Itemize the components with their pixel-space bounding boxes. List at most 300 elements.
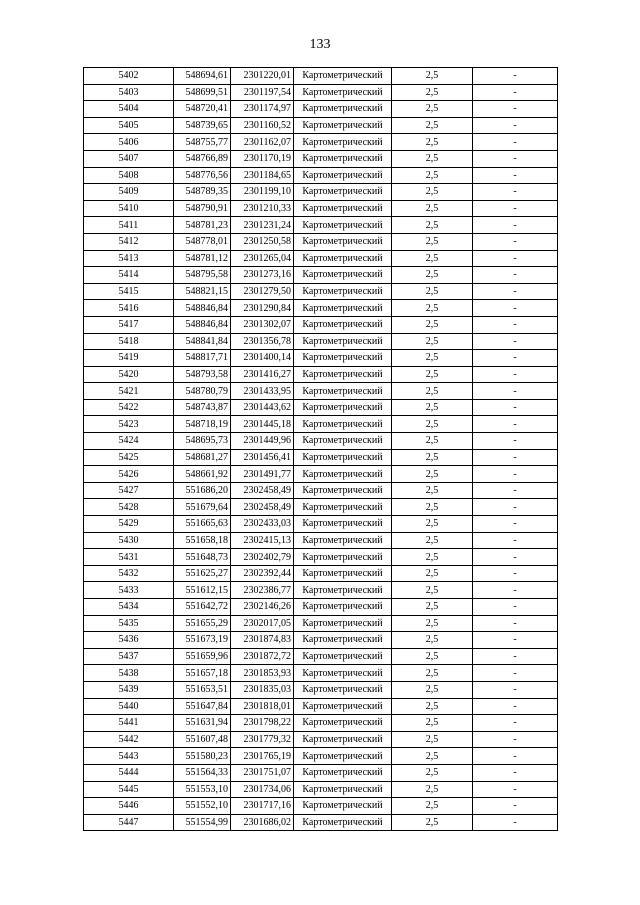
accuracy-cell: 2,5 bbox=[392, 101, 473, 118]
x-coordinate-cell: 548789,35 bbox=[174, 184, 231, 201]
y-coordinate-cell: 2302392,44 bbox=[231, 565, 294, 582]
point-number-cell: 5432 bbox=[84, 565, 174, 582]
note-cell: - bbox=[473, 433, 558, 450]
point-number-cell: 5442 bbox=[84, 731, 174, 748]
method-cell: Картометрический bbox=[294, 648, 392, 665]
x-coordinate-cell: 548817,71 bbox=[174, 350, 231, 367]
method-cell: Картометрический bbox=[294, 250, 392, 267]
x-coordinate-cell: 551552,10 bbox=[174, 798, 231, 815]
y-coordinate-cell: 2301456,41 bbox=[231, 449, 294, 466]
table-row bbox=[84, 482, 558, 499]
y-coordinate-cell: 2301265,04 bbox=[231, 250, 294, 267]
method-cell: Картометрический bbox=[294, 399, 392, 416]
y-coordinate-cell: 2301356,78 bbox=[231, 333, 294, 350]
table-row bbox=[84, 516, 558, 533]
point-number-cell: 5411 bbox=[84, 217, 174, 234]
y-coordinate-cell: 2301210,33 bbox=[231, 200, 294, 217]
x-coordinate-cell: 551657,18 bbox=[174, 665, 231, 682]
method-cell: Картометрический bbox=[294, 565, 392, 582]
table-row bbox=[84, 549, 558, 566]
method-cell: Картометрический bbox=[294, 665, 392, 682]
y-coordinate-cell: 2301717,16 bbox=[231, 798, 294, 815]
method-cell: Картометрический bbox=[294, 781, 392, 798]
x-coordinate-cell: 548661,92 bbox=[174, 466, 231, 483]
point-number-cell: 5435 bbox=[84, 615, 174, 632]
table-row bbox=[84, 681, 558, 698]
point-number-cell: 5406 bbox=[84, 134, 174, 151]
y-coordinate-cell: 2302433,03 bbox=[231, 516, 294, 533]
method-cell: Картометрический bbox=[294, 267, 392, 284]
table-row bbox=[84, 167, 558, 184]
method-cell: Картометрический bbox=[294, 300, 392, 317]
point-number-cell: 5405 bbox=[84, 117, 174, 134]
y-coordinate-cell: 2301818,01 bbox=[231, 698, 294, 715]
x-coordinate-cell: 551625,27 bbox=[174, 565, 231, 582]
table-row bbox=[84, 433, 558, 450]
note-cell: - bbox=[473, 665, 558, 682]
y-coordinate-cell: 2302415,13 bbox=[231, 532, 294, 549]
table-row bbox=[84, 134, 558, 151]
method-cell: Картометрический bbox=[294, 433, 392, 450]
point-number-cell: 5409 bbox=[84, 184, 174, 201]
accuracy-cell: 2,5 bbox=[392, 681, 473, 698]
y-coordinate-cell: 2301250,58 bbox=[231, 233, 294, 250]
note-cell: - bbox=[473, 516, 558, 533]
x-coordinate-cell: 551553,10 bbox=[174, 781, 231, 798]
accuracy-cell: 2,5 bbox=[392, 764, 473, 781]
note-cell: - bbox=[473, 565, 558, 582]
accuracy-cell: 2,5 bbox=[392, 184, 473, 201]
point-number-cell: 5429 bbox=[84, 516, 174, 533]
x-coordinate-cell: 551554,99 bbox=[174, 814, 231, 831]
x-coordinate-cell: 548778,01 bbox=[174, 233, 231, 250]
note-cell: - bbox=[473, 316, 558, 333]
x-coordinate-cell: 548790,91 bbox=[174, 200, 231, 217]
y-coordinate-cell: 2301273,16 bbox=[231, 267, 294, 284]
x-coordinate-cell: 548743,87 bbox=[174, 399, 231, 416]
table-row bbox=[84, 250, 558, 267]
table-row bbox=[84, 316, 558, 333]
method-cell: Картометрический bbox=[294, 814, 392, 831]
y-coordinate-cell: 2301491,77 bbox=[231, 466, 294, 483]
y-coordinate-cell: 2301449,96 bbox=[231, 433, 294, 450]
method-cell: Картометрический bbox=[294, 532, 392, 549]
x-coordinate-cell: 551659,96 bbox=[174, 648, 231, 665]
y-coordinate-cell: 2301231,24 bbox=[231, 217, 294, 234]
y-coordinate-cell: 2302458,49 bbox=[231, 482, 294, 499]
accuracy-cell: 2,5 bbox=[392, 416, 473, 433]
point-number-cell: 5412 bbox=[84, 233, 174, 250]
note-cell: - bbox=[473, 748, 558, 765]
table-row bbox=[84, 117, 558, 134]
coordinates-table bbox=[83, 67, 558, 831]
point-number-cell: 5443 bbox=[84, 748, 174, 765]
table-row bbox=[84, 499, 558, 516]
note-cell: - bbox=[473, 101, 558, 118]
y-coordinate-cell: 2301835,03 bbox=[231, 681, 294, 698]
table-row bbox=[84, 283, 558, 300]
x-coordinate-cell: 551631,94 bbox=[174, 715, 231, 732]
table-row bbox=[84, 184, 558, 201]
y-coordinate-cell: 2301779,32 bbox=[231, 731, 294, 748]
method-cell: Картометрический bbox=[294, 748, 392, 765]
point-number-cell: 5420 bbox=[84, 366, 174, 383]
accuracy-cell: 2,5 bbox=[392, 499, 473, 516]
accuracy-cell: 2,5 bbox=[392, 565, 473, 582]
table-row bbox=[84, 200, 558, 217]
accuracy-cell: 2,5 bbox=[392, 68, 473, 85]
note-cell: - bbox=[473, 764, 558, 781]
point-number-cell: 5437 bbox=[84, 648, 174, 665]
note-cell: - bbox=[473, 117, 558, 134]
method-cell: Картометрический bbox=[294, 233, 392, 250]
note-cell: - bbox=[473, 150, 558, 167]
x-coordinate-cell: 551607,48 bbox=[174, 731, 231, 748]
y-coordinate-cell: 2301400,14 bbox=[231, 350, 294, 367]
accuracy-cell: 2,5 bbox=[392, 134, 473, 151]
accuracy-cell: 2,5 bbox=[392, 267, 473, 284]
point-number-cell: 5419 bbox=[84, 350, 174, 367]
note-cell: - bbox=[473, 184, 558, 201]
accuracy-cell: 2,5 bbox=[392, 449, 473, 466]
accuracy-cell: 2,5 bbox=[392, 250, 473, 267]
y-coordinate-cell: 2301853,93 bbox=[231, 665, 294, 682]
table-row bbox=[84, 731, 558, 748]
point-number-cell: 5407 bbox=[84, 150, 174, 167]
method-cell: Картометрический bbox=[294, 200, 392, 217]
y-coordinate-cell: 2301751,07 bbox=[231, 764, 294, 781]
accuracy-cell: 2,5 bbox=[392, 549, 473, 566]
accuracy-cell: 2,5 bbox=[392, 798, 473, 815]
method-cell: Картометрический bbox=[294, 333, 392, 350]
x-coordinate-cell: 551679,64 bbox=[174, 499, 231, 516]
x-coordinate-cell: 551580,23 bbox=[174, 748, 231, 765]
table-row bbox=[84, 350, 558, 367]
method-cell: Картометрический bbox=[294, 316, 392, 333]
table-row bbox=[84, 632, 558, 649]
note-cell: - bbox=[473, 250, 558, 267]
table-row bbox=[84, 416, 558, 433]
method-cell: Картометрический bbox=[294, 449, 392, 466]
accuracy-cell: 2,5 bbox=[392, 648, 473, 665]
table-row bbox=[84, 233, 558, 250]
point-number-cell: 5427 bbox=[84, 482, 174, 499]
table-row bbox=[84, 383, 558, 400]
y-coordinate-cell: 2301160,52 bbox=[231, 117, 294, 134]
note-cell: - bbox=[473, 366, 558, 383]
note-cell: - bbox=[473, 599, 558, 616]
y-coordinate-cell: 2301279,50 bbox=[231, 283, 294, 300]
x-coordinate-cell: 551564,33 bbox=[174, 764, 231, 781]
method-cell: Картометрический bbox=[294, 731, 392, 748]
point-number-cell: 5445 bbox=[84, 781, 174, 798]
method-cell: Картометрический bbox=[294, 84, 392, 101]
note-cell: - bbox=[473, 200, 558, 217]
y-coordinate-cell: 2301162,07 bbox=[231, 134, 294, 151]
method-cell: Картометрический bbox=[294, 499, 392, 516]
x-coordinate-cell: 551658,18 bbox=[174, 532, 231, 549]
x-coordinate-cell: 548681,27 bbox=[174, 449, 231, 466]
x-coordinate-cell: 548841,84 bbox=[174, 333, 231, 350]
point-number-cell: 5431 bbox=[84, 549, 174, 566]
y-coordinate-cell: 2301290,84 bbox=[231, 300, 294, 317]
method-cell: Картометрический bbox=[294, 366, 392, 383]
point-number-cell: 5422 bbox=[84, 399, 174, 416]
method-cell: Картометрический bbox=[294, 582, 392, 599]
table-row bbox=[84, 217, 558, 234]
x-coordinate-cell: 548699,51 bbox=[174, 84, 231, 101]
y-coordinate-cell: 2301184,65 bbox=[231, 167, 294, 184]
method-cell: Картометрический bbox=[294, 184, 392, 201]
point-number-cell: 5426 bbox=[84, 466, 174, 483]
accuracy-cell: 2,5 bbox=[392, 632, 473, 649]
note-cell: - bbox=[473, 466, 558, 483]
x-coordinate-cell: 551673,19 bbox=[174, 632, 231, 649]
point-number-cell: 5444 bbox=[84, 764, 174, 781]
point-number-cell: 5438 bbox=[84, 665, 174, 682]
method-cell: Картометрический bbox=[294, 516, 392, 533]
point-number-cell: 5434 bbox=[84, 599, 174, 616]
accuracy-cell: 2,5 bbox=[392, 167, 473, 184]
point-number-cell: 5404 bbox=[84, 101, 174, 118]
table-row bbox=[84, 615, 558, 632]
y-coordinate-cell: 2301686,02 bbox=[231, 814, 294, 831]
point-number-cell: 5436 bbox=[84, 632, 174, 649]
accuracy-cell: 2,5 bbox=[392, 316, 473, 333]
y-coordinate-cell: 2301874,83 bbox=[231, 632, 294, 649]
x-coordinate-cell: 548755,77 bbox=[174, 134, 231, 151]
method-cell: Картометрический bbox=[294, 350, 392, 367]
table-row bbox=[84, 798, 558, 815]
x-coordinate-cell: 551648,73 bbox=[174, 549, 231, 566]
y-coordinate-cell: 2301445,18 bbox=[231, 416, 294, 433]
method-cell: Картометрический bbox=[294, 383, 392, 400]
accuracy-cell: 2,5 bbox=[392, 698, 473, 715]
point-number-cell: 5428 bbox=[84, 499, 174, 516]
point-number-cell: 5417 bbox=[84, 316, 174, 333]
table-row bbox=[84, 814, 558, 831]
accuracy-cell: 2,5 bbox=[392, 366, 473, 383]
x-coordinate-cell: 548695,73 bbox=[174, 433, 231, 450]
y-coordinate-cell: 2301170,19 bbox=[231, 150, 294, 167]
note-cell: - bbox=[473, 482, 558, 499]
accuracy-cell: 2,5 bbox=[392, 781, 473, 798]
point-number-cell: 5413 bbox=[84, 250, 174, 267]
note-cell: - bbox=[473, 731, 558, 748]
point-number-cell: 5408 bbox=[84, 167, 174, 184]
accuracy-cell: 2,5 bbox=[392, 715, 473, 732]
method-cell: Картометрический bbox=[294, 68, 392, 85]
point-number-cell: 5402 bbox=[84, 68, 174, 85]
method-cell: Картометрический bbox=[294, 101, 392, 118]
method-cell: Картометрический bbox=[294, 416, 392, 433]
coordinates-table-body bbox=[84, 68, 558, 831]
point-number-cell: 5430 bbox=[84, 532, 174, 549]
table-row bbox=[84, 565, 558, 582]
note-cell: - bbox=[473, 217, 558, 234]
method-cell: Картометрический bbox=[294, 681, 392, 698]
x-coordinate-cell: 548821,15 bbox=[174, 283, 231, 300]
note-cell: - bbox=[473, 300, 558, 317]
y-coordinate-cell: 2301199,10 bbox=[231, 184, 294, 201]
y-coordinate-cell: 2302458,49 bbox=[231, 499, 294, 516]
method-cell: Картометрический bbox=[294, 482, 392, 499]
table-row bbox=[84, 599, 558, 616]
table-row bbox=[84, 582, 558, 599]
note-cell: - bbox=[473, 333, 558, 350]
note-cell: - bbox=[473, 582, 558, 599]
x-coordinate-cell: 548795,58 bbox=[174, 267, 231, 284]
accuracy-cell: 2,5 bbox=[392, 532, 473, 549]
point-number-cell: 5433 bbox=[84, 582, 174, 599]
note-cell: - bbox=[473, 798, 558, 815]
point-number-cell: 5440 bbox=[84, 698, 174, 715]
note-cell: - bbox=[473, 134, 558, 151]
accuracy-cell: 2,5 bbox=[392, 731, 473, 748]
x-coordinate-cell: 551655,29 bbox=[174, 615, 231, 632]
note-cell: - bbox=[473, 681, 558, 698]
y-coordinate-cell: 2301220,01 bbox=[231, 68, 294, 85]
table-row bbox=[84, 715, 558, 732]
point-number-cell: 5416 bbox=[84, 300, 174, 317]
note-cell: - bbox=[473, 399, 558, 416]
y-coordinate-cell: 2302017,05 bbox=[231, 615, 294, 632]
table-row bbox=[84, 366, 558, 383]
table-row bbox=[84, 698, 558, 715]
y-coordinate-cell: 2302402,79 bbox=[231, 549, 294, 566]
accuracy-cell: 2,5 bbox=[392, 233, 473, 250]
point-number-cell: 5441 bbox=[84, 715, 174, 732]
table-row bbox=[84, 665, 558, 682]
accuracy-cell: 2,5 bbox=[392, 665, 473, 682]
y-coordinate-cell: 2301443,62 bbox=[231, 399, 294, 416]
method-cell: Картометрический bbox=[294, 698, 392, 715]
y-coordinate-cell: 2301798,22 bbox=[231, 715, 294, 732]
note-cell: - bbox=[473, 814, 558, 831]
x-coordinate-cell: 548846,84 bbox=[174, 300, 231, 317]
x-coordinate-cell: 548720,41 bbox=[174, 101, 231, 118]
note-cell: - bbox=[473, 549, 558, 566]
method-cell: Картометрический bbox=[294, 764, 392, 781]
method-cell: Картометрический bbox=[294, 615, 392, 632]
point-number-cell: 5439 bbox=[84, 681, 174, 698]
accuracy-cell: 2,5 bbox=[392, 117, 473, 134]
note-cell: - bbox=[473, 781, 558, 798]
accuracy-cell: 2,5 bbox=[392, 516, 473, 533]
point-number-cell: 5415 bbox=[84, 283, 174, 300]
note-cell: - bbox=[473, 267, 558, 284]
point-number-cell: 5424 bbox=[84, 433, 174, 450]
table-row bbox=[84, 300, 558, 317]
method-cell: Картометрический bbox=[294, 715, 392, 732]
accuracy-cell: 2,5 bbox=[392, 599, 473, 616]
point-number-cell: 5410 bbox=[84, 200, 174, 217]
page-number: 133 bbox=[309, 37, 331, 52]
accuracy-cell: 2,5 bbox=[392, 150, 473, 167]
y-coordinate-cell: 2301197,54 bbox=[231, 84, 294, 101]
method-cell: Картометрический bbox=[294, 117, 392, 134]
note-cell: - bbox=[473, 499, 558, 516]
x-coordinate-cell: 548780,79 bbox=[174, 383, 231, 400]
x-coordinate-cell: 548781,23 bbox=[174, 217, 231, 234]
method-cell: Картометрический bbox=[294, 549, 392, 566]
point-number-cell: 5425 bbox=[84, 449, 174, 466]
note-cell: - bbox=[473, 416, 558, 433]
table-row bbox=[84, 532, 558, 549]
x-coordinate-cell: 548846,84 bbox=[174, 316, 231, 333]
table-row bbox=[84, 84, 558, 101]
accuracy-cell: 2,5 bbox=[392, 399, 473, 416]
method-cell: Картометрический bbox=[294, 150, 392, 167]
accuracy-cell: 2,5 bbox=[392, 300, 473, 317]
table-row bbox=[84, 333, 558, 350]
note-cell: - bbox=[473, 283, 558, 300]
x-coordinate-cell: 548739,65 bbox=[174, 117, 231, 134]
accuracy-cell: 2,5 bbox=[392, 200, 473, 217]
y-coordinate-cell: 2301765,19 bbox=[231, 748, 294, 765]
y-coordinate-cell: 2301433,95 bbox=[231, 383, 294, 400]
x-coordinate-cell: 548793,58 bbox=[174, 366, 231, 383]
method-cell: Картометрический bbox=[294, 599, 392, 616]
accuracy-cell: 2,5 bbox=[392, 383, 473, 400]
y-coordinate-cell: 2301872,72 bbox=[231, 648, 294, 665]
table-row bbox=[84, 764, 558, 781]
accuracy-cell: 2,5 bbox=[392, 814, 473, 831]
x-coordinate-cell: 548766,89 bbox=[174, 150, 231, 167]
note-cell: - bbox=[473, 632, 558, 649]
accuracy-cell: 2,5 bbox=[392, 333, 473, 350]
note-cell: - bbox=[473, 449, 558, 466]
point-number-cell: 5421 bbox=[84, 383, 174, 400]
table-row bbox=[84, 781, 558, 798]
x-coordinate-cell: 548718,19 bbox=[174, 416, 231, 433]
accuracy-cell: 2,5 bbox=[392, 350, 473, 367]
accuracy-cell: 2,5 bbox=[392, 748, 473, 765]
x-coordinate-cell: 551665,63 bbox=[174, 516, 231, 533]
point-number-cell: 5423 bbox=[84, 416, 174, 433]
note-cell: - bbox=[473, 698, 558, 715]
method-cell: Картометрический bbox=[294, 167, 392, 184]
y-coordinate-cell: 2302386,77 bbox=[231, 582, 294, 599]
note-cell: - bbox=[473, 532, 558, 549]
method-cell: Картометрический bbox=[294, 217, 392, 234]
note-cell: - bbox=[473, 167, 558, 184]
note-cell: - bbox=[473, 84, 558, 101]
accuracy-cell: 2,5 bbox=[392, 482, 473, 499]
x-coordinate-cell: 548694,61 bbox=[174, 68, 231, 85]
note-cell: - bbox=[473, 615, 558, 632]
x-coordinate-cell: 548781,12 bbox=[174, 250, 231, 267]
accuracy-cell: 2,5 bbox=[392, 84, 473, 101]
point-number-cell: 5403 bbox=[84, 84, 174, 101]
x-coordinate-cell: 551686,20 bbox=[174, 482, 231, 499]
note-cell: - bbox=[473, 350, 558, 367]
accuracy-cell: 2,5 bbox=[392, 433, 473, 450]
x-coordinate-cell: 551612,15 bbox=[174, 582, 231, 599]
table-row bbox=[84, 748, 558, 765]
accuracy-cell: 2,5 bbox=[392, 615, 473, 632]
accuracy-cell: 2,5 bbox=[392, 466, 473, 483]
note-cell: - bbox=[473, 648, 558, 665]
table-row bbox=[84, 449, 558, 466]
x-coordinate-cell: 551642,72 bbox=[174, 599, 231, 616]
method-cell: Картометрический bbox=[294, 466, 392, 483]
method-cell: Картометрический bbox=[294, 134, 392, 151]
table-row bbox=[84, 68, 558, 85]
point-number-cell: 5447 bbox=[84, 814, 174, 831]
table-row bbox=[84, 101, 558, 118]
table-row bbox=[84, 399, 558, 416]
